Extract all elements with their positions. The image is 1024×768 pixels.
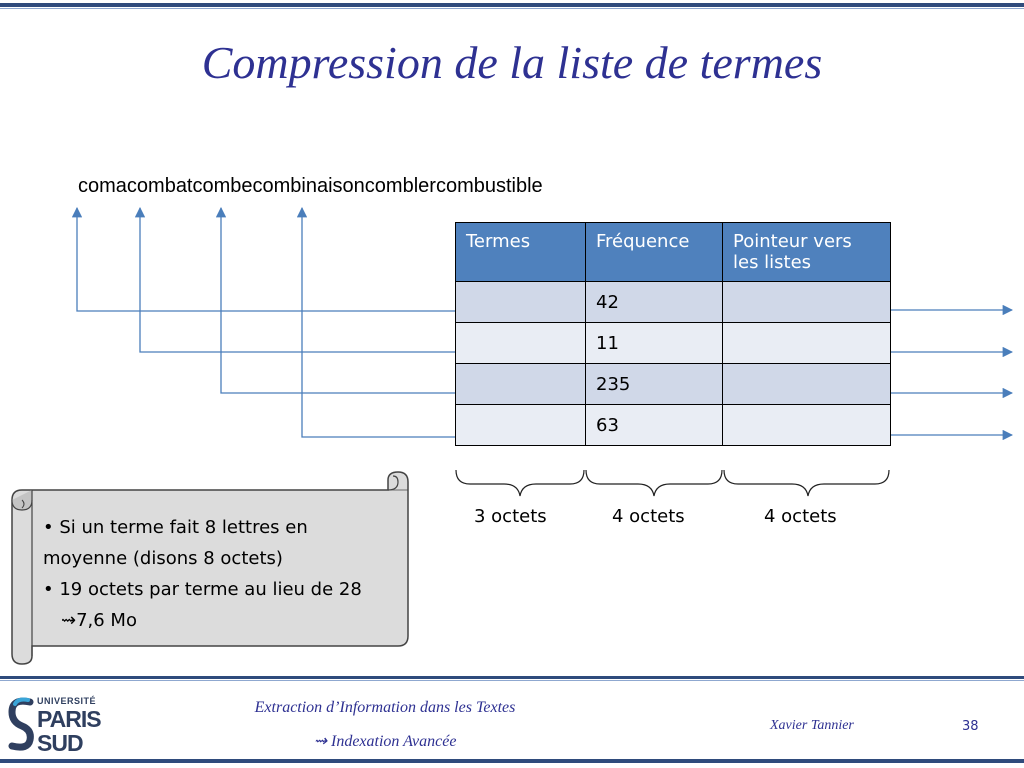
header-pointeur: Pointeur vers les listes	[723, 223, 891, 282]
size-label-frequence: 4 octets	[612, 506, 685, 527]
bullet-1-line-1: • Si un terme fait 8 lettres en	[43, 517, 308, 538]
table-row	[456, 364, 891, 405]
page-number: 38	[962, 719, 979, 734]
scroll-text	[43, 512, 408, 636]
bullet-2-line-2: ⇝7,6 Mo	[61, 610, 137, 631]
concatenated-terms-string: comacombatcombecombinaisoncomblercombustible	[78, 175, 543, 197]
cell-frequence: 235	[586, 364, 723, 405]
term-table	[455, 222, 891, 446]
cell-pointeur	[723, 405, 891, 446]
table-row	[456, 405, 891, 446]
table-row	[456, 323, 891, 364]
size-label-pointeur: 4 octets	[764, 506, 837, 527]
bottom-band-thin	[0, 680, 1024, 681]
bullet-1-line-2: moyenne (disons 8 octets)	[43, 548, 283, 569]
cell-pointeur	[723, 364, 891, 405]
term-pointer-line-1	[77, 208, 465, 311]
header-frequence: Fréquence	[586, 223, 723, 282]
cell-frequence: 63	[586, 405, 723, 446]
cell-term	[456, 282, 586, 323]
size-label-termes: 3 octets	[474, 506, 547, 527]
term-pointer-line-4	[302, 208, 465, 437]
brace-column-terms	[456, 470, 584, 496]
brace-column-frequence	[586, 470, 722, 496]
bullet-2-line-1: • 19 octets par terme au lieu de 28	[43, 579, 362, 600]
logo-sud: SUD	[37, 730, 83, 756]
bottom-band-thick	[0, 676, 1024, 679]
cell-frequence: 42	[586, 282, 723, 323]
bottom-line	[0, 759, 1024, 763]
cell-pointeur	[723, 323, 891, 364]
header-termes: Termes	[456, 223, 586, 282]
footer-course-title: Extraction d’Information dans les Textes	[254, 699, 516, 716]
table-row	[456, 282, 891, 323]
cell-frequence: 11	[586, 323, 723, 364]
cell-pointeur	[723, 282, 891, 323]
cell-term	[456, 323, 586, 364]
term-pointer-line-3	[221, 208, 465, 393]
brace-column-pointeur	[724, 470, 889, 496]
cell-term	[456, 405, 586, 446]
logo-paris: PARIS	[37, 706, 101, 732]
footer-subtitle: ⇝ Indexation Avancée	[313, 733, 457, 750]
logo-s-icon	[6, 696, 36, 754]
logo-universite: UNIVERSITÉ	[37, 696, 97, 706]
footer-author: Xavier Tannier	[770, 718, 854, 733]
cell-term	[456, 364, 586, 405]
slide-title: Compression de la liste de termes	[201, 37, 823, 88]
university-logo	[6, 694, 116, 756]
